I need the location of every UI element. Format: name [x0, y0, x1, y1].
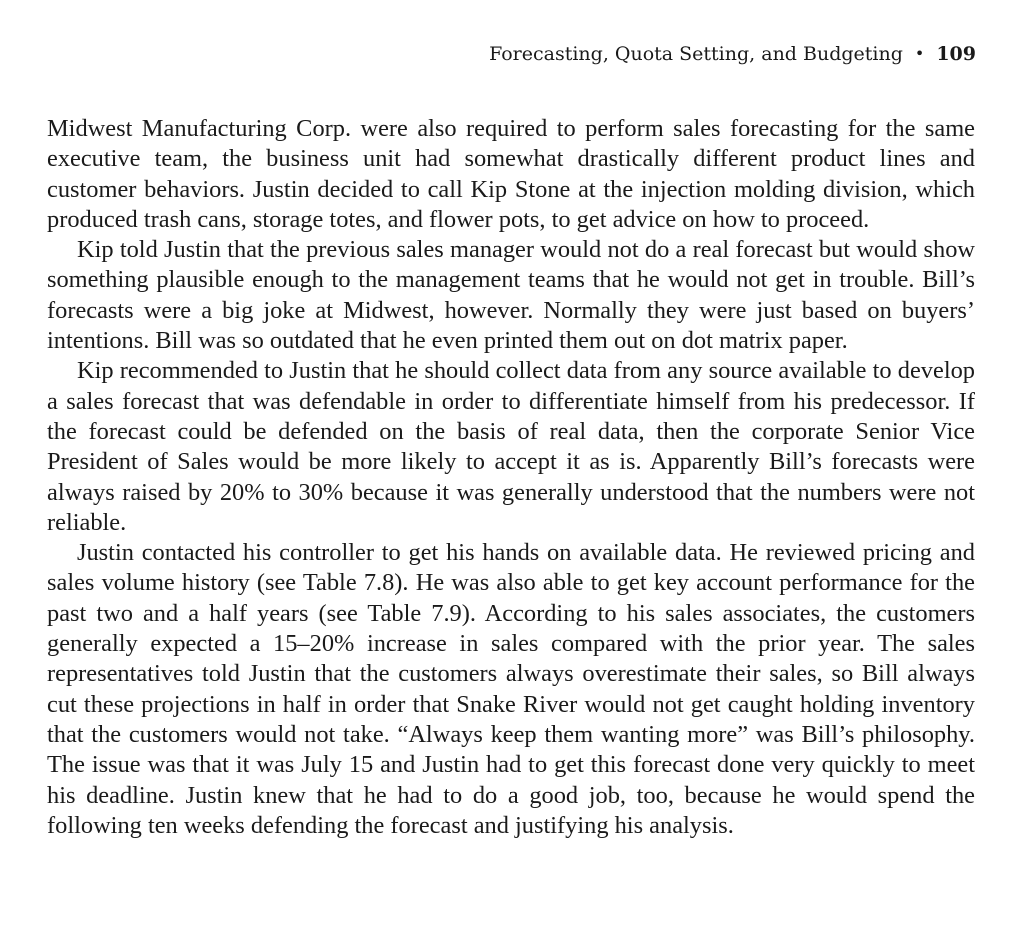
header-separator: • [914, 44, 925, 63]
body-text [47, 114, 975, 841]
running-head [489, 40, 976, 68]
paragraph-2: Kip told Justin that the previous sales manager would not do a real forecast but would show something plausible enough to the management teams that he would not get in trouble. Bill’s forecasts were a big joke at Midwest, however. Normally they were just based on buyers’ intentions. Bill was so outdated that he even printed them out on dot matrix paper. [47, 236, 975, 355]
running-title: Forecasting, Quota Setting, and Budgeting [489, 43, 903, 65]
paragraph-4: Justin contacted his controller to get his hands on available data. He reviewed pricing and sales volume history (see Table 7.8). He was also able to get key account performance for the past two and a half years (see Table 7.9). According to his sales associates, the customers generally expected a 15–20% increase in sales compared with the prior year. The sales representatives told Justin that the customers always overestimate their sales, so Bill always cut these projections in half in order that Snake River would not get caught holding inventory that the customers would not take. “Always keep them wanting more” was Bill’s philosophy. The issue was that it was July 15 and Justin had to get this forecast done very quickly to meet his deadline. Justin knew that he had to do a good job, too, because he would spend the following ten weeks defending the forecast and justifying his analysis. [47, 539, 975, 839]
paragraph-1: Midwest Manufacturing Corp. were also required to perform sales forecasting for the same executive team, the business unit had somewhat drastically different product lines and customer behaviors. Justin decided to call Kip Stone at the injection molding division, which produced trash cans, storage totes, and flower pots, to get advice on how to proceed. [47, 115, 975, 233]
paragraph-3: Kip recommended to Justin that he should collect data from any source available to develop a sales forecast that was defendable in order to differentiate himself from his predecessor. If the forecast could be defended on the basis of real data, then the corporate Senior Vice President of Sales would be more likely to accept it as is. Apparently Bill’s forecasts were always raised by 20% to 30% because it was generally understood that the numbers were not reliable. [47, 357, 975, 536]
page-number: 109 [936, 43, 976, 65]
